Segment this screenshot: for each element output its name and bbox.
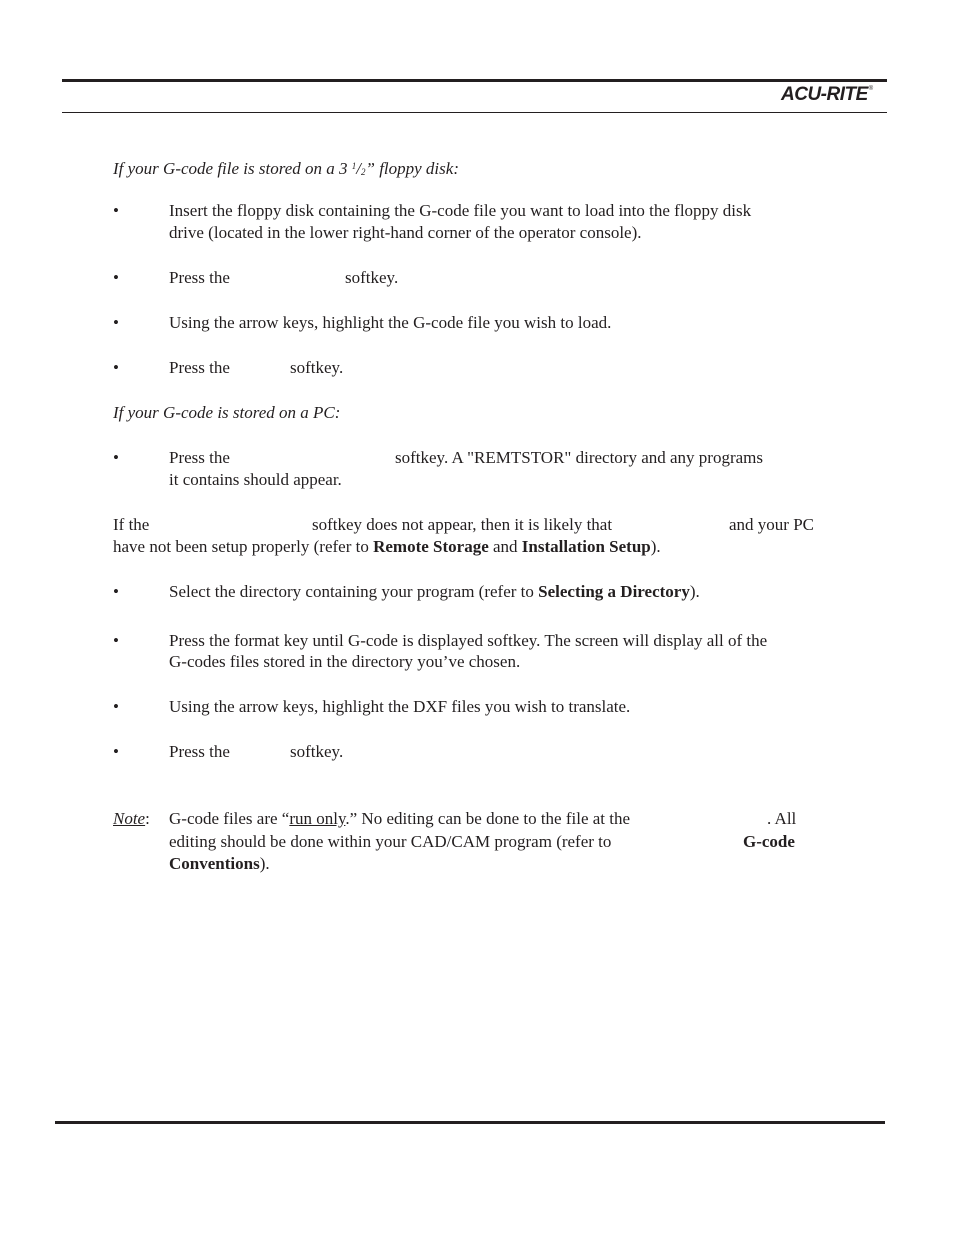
pc-para-end: and your PC xyxy=(729,515,814,534)
registered-mark: ® xyxy=(868,86,873,92)
pc-para-if: If the xyxy=(113,515,150,534)
brand-logo-text: ACU-RITE xyxy=(781,84,868,105)
ref-conventions: Conventions xyxy=(169,854,260,873)
bullet-glyph: • xyxy=(113,448,119,467)
pc-step-2: Select the directory containing your program (refer to Selecting a Directory). xyxy=(169,582,700,601)
header-rule-sub xyxy=(62,112,887,113)
footer-rule xyxy=(55,1121,885,1124)
fraction-slash: / xyxy=(356,159,361,178)
note-line1: G-code files are “run only.” No editing can be done to the file at the xyxy=(169,809,631,828)
fraction-denominator: 2 xyxy=(360,167,366,177)
note-line3: Conventions). xyxy=(169,854,270,873)
bullet-glyph: • xyxy=(113,697,119,716)
bullet-glyph: • xyxy=(113,201,119,220)
pc-heading: If your G-code is stored on a PC: xyxy=(113,403,341,422)
floppy-step-4-press: Press the xyxy=(169,358,230,377)
brand-logo xyxy=(781,84,873,106)
bullet-glyph: • xyxy=(113,313,119,332)
ref-gcode: G-code xyxy=(743,832,795,851)
floppy-step-1-line1: Insert the floppy disk containing the G-code file you want to load into the floppy disk xyxy=(169,201,752,220)
pc-step-1-line2: it contains should appear. xyxy=(169,470,342,489)
bullet-glyph: • xyxy=(113,582,119,601)
pc-step-4: Using the arrow keys, highlight the DXF files you wish to translate. xyxy=(169,697,631,716)
pc-step-5-press: Press the xyxy=(169,742,230,761)
floppy-step-1-line2: drive (located in the lower right-hand corner of the operator console). xyxy=(169,223,642,242)
pc-step-1-rest: softkey. A "REMTSTOR" directory and any programs xyxy=(395,448,763,467)
pc-step-3-line1: Press the format key until G-code is displayed softkey. The screen will display all of the xyxy=(169,631,768,650)
ref-selecting-directory: Selecting a Directory xyxy=(538,582,690,601)
run-only-text: run only xyxy=(289,809,346,828)
ref-remote-storage: Remote Storage xyxy=(373,537,489,556)
pc-step-3-line2: G-codes files stored in the directory you’ve chosen. xyxy=(169,652,521,671)
floppy-step-2-press: Press the xyxy=(169,268,230,287)
pc-step-1-press: Press the xyxy=(169,448,230,467)
ref-installation-setup: Installation Setup xyxy=(521,537,651,556)
note-line1-end: . All xyxy=(767,809,797,828)
bullet-glyph: • xyxy=(113,631,119,650)
pc-para-line2: have not been setup properly (refer to Remote Storage and Installation Setup). xyxy=(113,537,661,556)
note-line2: editing should be done within your CAD/CAM program (refer to xyxy=(169,832,612,851)
note-label: Note: xyxy=(113,809,150,828)
floppy-heading: If your G-code file is stored on a 3 $^1$/2” floppy disk: xyxy=(113,159,459,178)
floppy-step-4-softkey: softkey. xyxy=(290,358,344,377)
fraction-numerator: 1 xyxy=(351,161,357,171)
bullet-glyph: • xyxy=(113,742,119,761)
bullet-glyph: • xyxy=(113,358,119,377)
pc-para-mid: softkey does not appear, then it is likely that xyxy=(312,515,613,534)
floppy-step-2-softkey: softkey. xyxy=(345,268,399,287)
floppy-step-3: Using the arrow keys, highlight the G-code file you wish to load. xyxy=(169,313,612,332)
bullet-glyph: • xyxy=(113,268,119,287)
header-rule-top xyxy=(62,79,887,82)
pc-step-5-softkey: softkey. xyxy=(290,742,344,761)
